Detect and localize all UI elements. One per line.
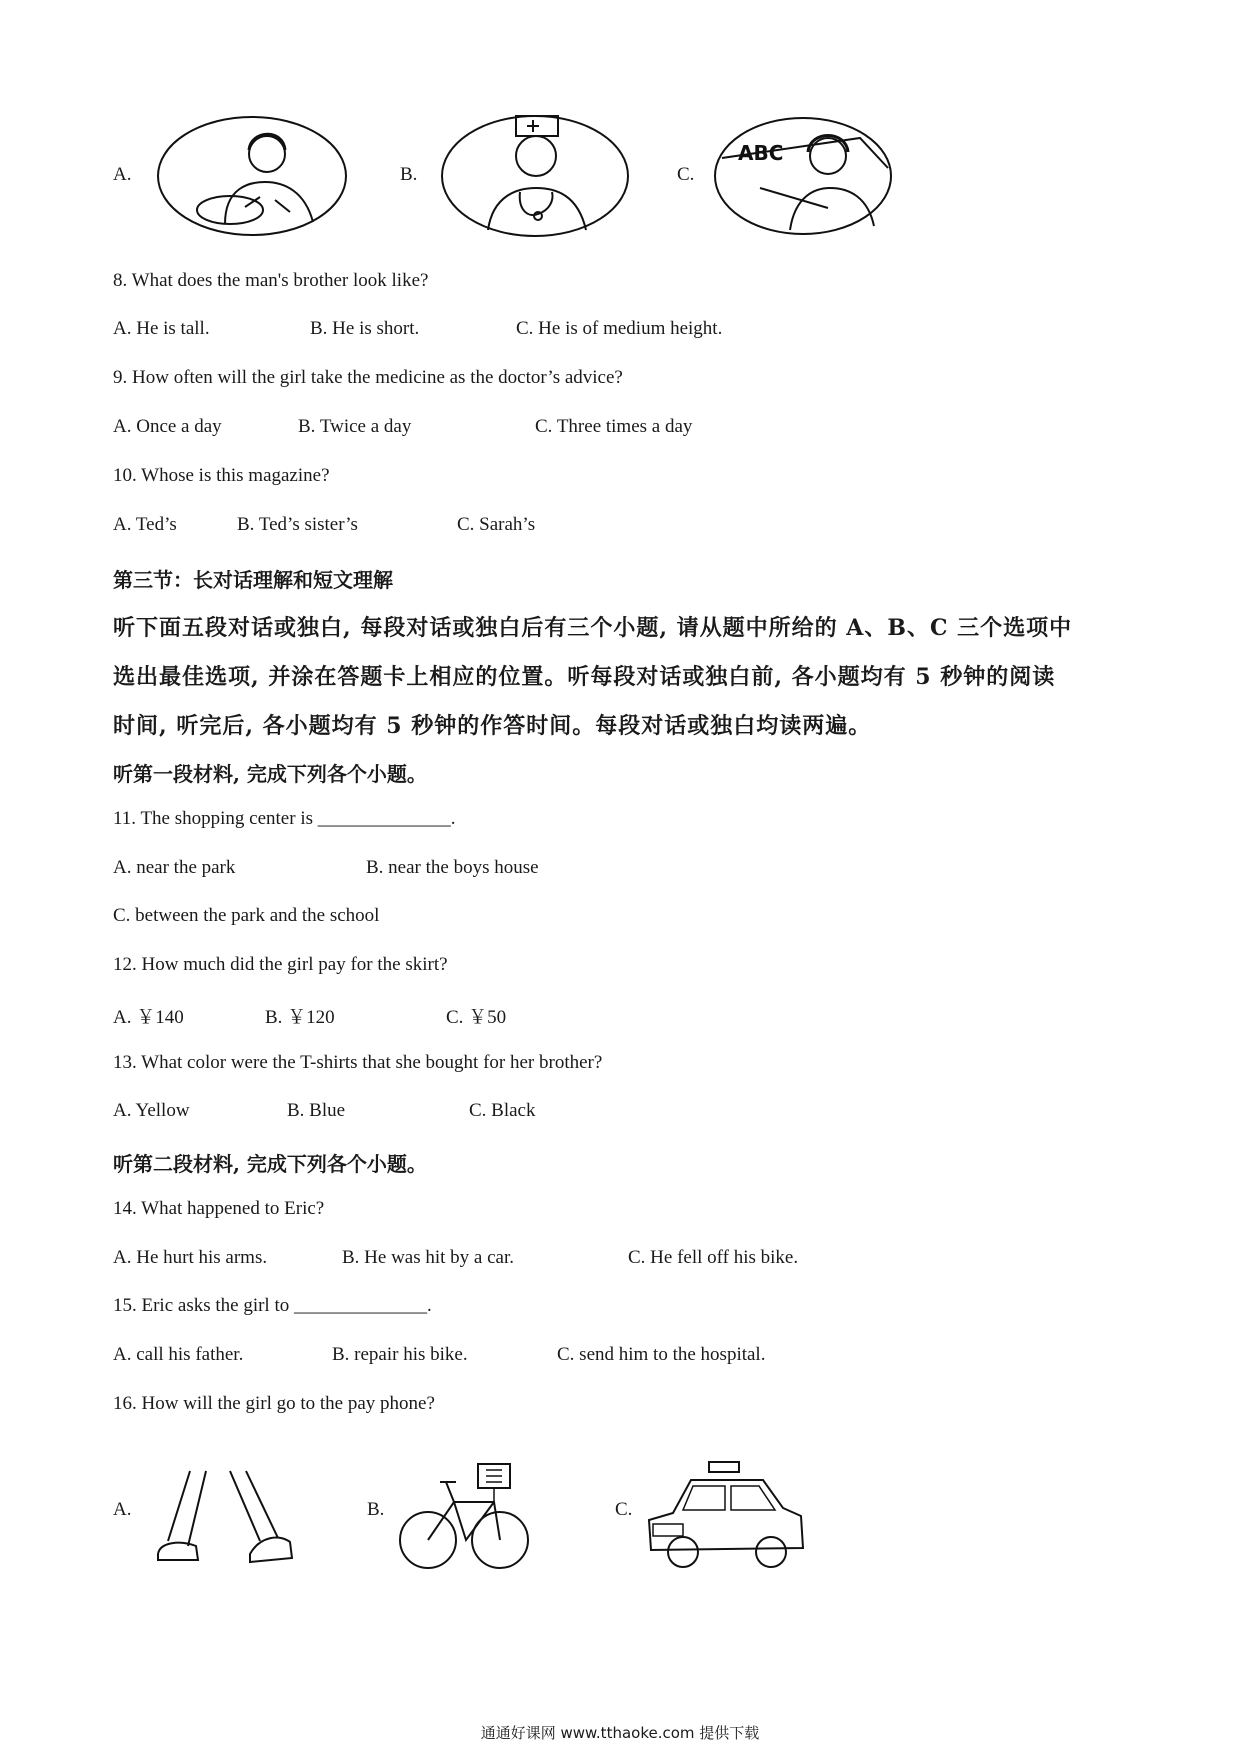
q10-option-a: A. Ted’s: [113, 514, 177, 535]
q11-option-a: A. near the park: [113, 857, 236, 878]
q7-label-c: C.: [677, 164, 695, 185]
q16-question: 16. How will the girl go to the pay phone?: [113, 1393, 435, 1414]
q13-option-c: C. Black: [469, 1100, 536, 1121]
q12-option-a: A. ￥140: [113, 1007, 184, 1028]
q11-question: 11. The shopping center is ______________.: [113, 808, 456, 829]
q8-option-b: B. He is short.: [310, 318, 420, 339]
material-2-heading: 听第二段材料, 完成下列各个小题。: [113, 1152, 427, 1176]
q14-question: 14. What happened to Eric?: [113, 1198, 325, 1219]
q9-option-c: C. Three times a day: [535, 416, 693, 437]
q15-option-a: A. call his father.: [113, 1344, 244, 1365]
walking-feet-picture: [150, 1466, 300, 1571]
footer-text: 通通好课网 www.tthaoke.com 提供下载: [480, 1724, 760, 1742]
q12-question: 12. How much did the girl pay for the skirt?: [113, 954, 448, 975]
driver-picture: [155, 112, 350, 240]
q7-label-a: A.: [113, 164, 132, 185]
q12-option-b: B. ￥120: [265, 1007, 335, 1028]
instructions-line-1: 听下面五段对话或独白, 每段对话或独白后有三个小题, 请从题中所给的 A、B、C 三个选项中: [113, 615, 1073, 641]
teacher-picture: [710, 108, 900, 238]
q9-option-b: B. Twice a day: [298, 416, 412, 437]
q16-label-b: B.: [367, 1499, 385, 1520]
q13-option-b: B. Blue: [287, 1100, 346, 1121]
q14-option-a: A. He hurt his arms.: [113, 1247, 268, 1268]
q9-question: 9. How often will the girl take the medicine as the doctor’s advice?: [113, 367, 623, 388]
q15-option-c: C. send him to the hospital.: [557, 1344, 766, 1365]
q8-question: 8. What does the man's brother look like?: [113, 270, 429, 291]
q8-option-c: C. He is of medium height.: [516, 318, 723, 339]
q11-option-b: B. near the boys house: [366, 857, 539, 878]
instructions-line-3: 时间, 听完后, 各小题均有 5 秒钟的作答时间。每段对话或独白均读两遍。: [113, 713, 872, 739]
q10-question: 10. Whose is this magazine?: [113, 465, 330, 486]
q11-option-c: C. between the park and the school: [113, 905, 380, 926]
q12-option-c: C. ￥50: [446, 1007, 507, 1028]
taxi-picture: [643, 1458, 808, 1573]
q14-option-c: C. He fell off his bike.: [628, 1247, 799, 1268]
q16-label-c: C.: [615, 1499, 633, 1520]
q15-question: 15. Eric asks the girl to ______________.: [113, 1295, 432, 1316]
q16-label-a: A.: [113, 1499, 132, 1520]
q7-label-b: B.: [400, 164, 418, 185]
q13-question: 13. What color were the T-shirts that she bought for her brother?: [113, 1052, 603, 1073]
q13-option-a: A. Yellow: [113, 1100, 190, 1121]
q8-option-a: A. He is tall.: [113, 318, 210, 339]
q15-option-b: B. repair his bike.: [332, 1344, 468, 1365]
instructions-line-2: 选出最佳选项, 并涂在答题卡上相应的位置。听每段对话或独白前, 各小题均有 5 秒钟的阅读: [113, 664, 1056, 690]
q10-option-c: C. Sarah’s: [457, 514, 536, 535]
board-text: ABC: [738, 141, 784, 165]
q9-option-a: A. Once a day: [113, 416, 222, 437]
doctor-picture: [438, 110, 633, 240]
q10-option-b: B. Ted’s sister’s: [237, 514, 358, 535]
material-1-heading: 听第一段材料, 完成下列各个小题。: [113, 762, 427, 786]
q14-option-b: B. He was hit by a car.: [342, 1247, 515, 1268]
bicycle-picture: [396, 1452, 536, 1577]
section-title: 第三节：长对话理解和短文理解: [113, 568, 393, 592]
